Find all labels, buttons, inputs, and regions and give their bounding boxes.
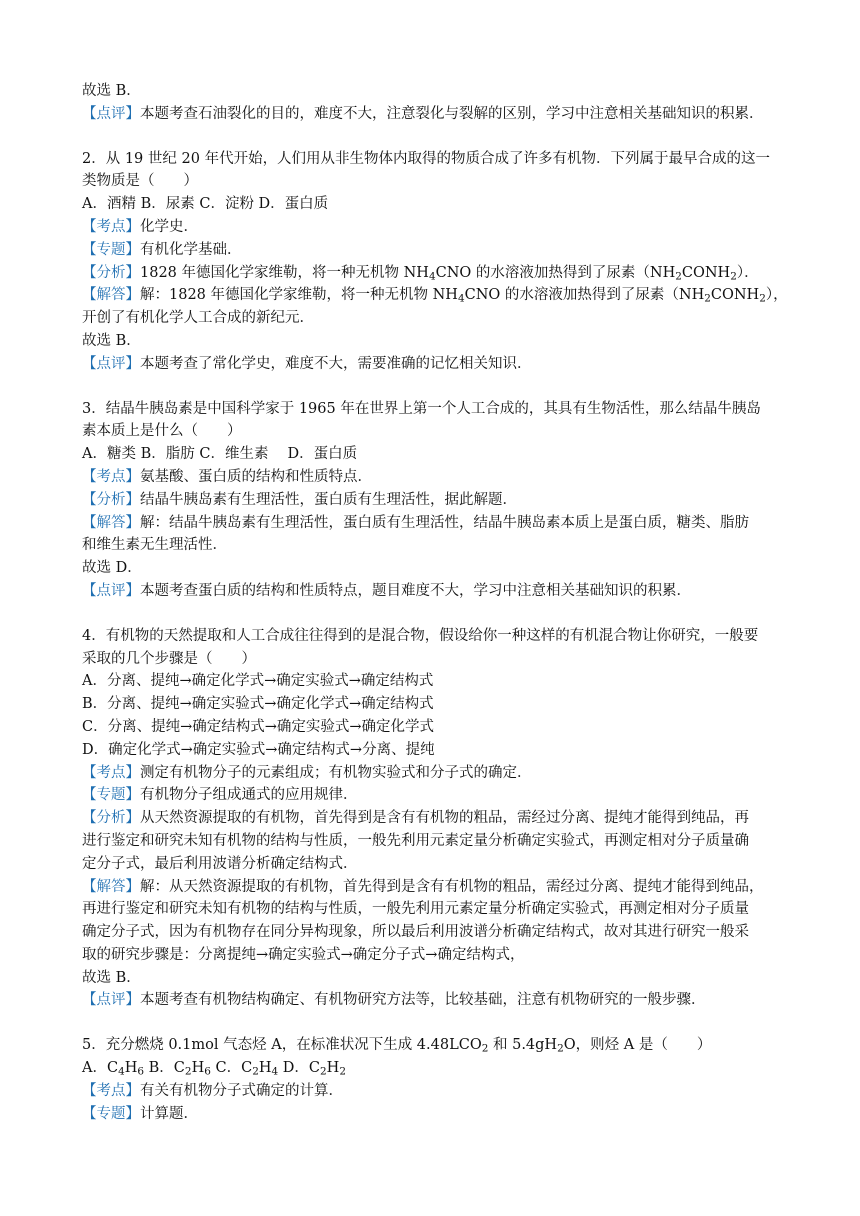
q2-comment: 【点评】本题考查了常化学史，难度不大，需要准确的记忆相关知识． xyxy=(82,355,532,372)
q4-fenxi: 【分析】从天然资源提取的有机物，首先得到是含有有机物的粗品，需经过分离、提纯才能得到纯品，再 xyxy=(82,810,749,827)
kaodian-tag: 【考点】 xyxy=(82,764,140,781)
q2-zhuanti: 【专题】有机化学基础． xyxy=(82,241,242,258)
q4-option-d: D．确定化学式→确定实验式→确定结构式→分离、提纯 xyxy=(82,741,435,758)
q4-jieda-cont3: 取的研究步骤是：分离提纯→确定实验式→确定分子式→确定结构式， xyxy=(82,946,525,963)
q4-stem-cont: 采取的几个步骤是（ ） xyxy=(82,650,256,667)
q2-kaodian: 【考点】化学史． xyxy=(82,218,198,235)
kaodian-tag: 【考点】 xyxy=(82,1082,140,1099)
q4-choice: 故选 B． xyxy=(82,969,141,986)
document-page xyxy=(82,80,788,1125)
q5-options: A．$C_4H_6$ B．$C_2H_6$ C．$C_2H_4$ D．$C_2H_2$ xyxy=(82,1060,346,1078)
q2-jieda: 【解答】解：1828 年德国化学家维勒，将一种无机物 $NH_4CNO$ 的水溶液加热得到了尿素$(NH_2CONH_2)$， xyxy=(82,287,788,305)
q2-stem: 2．从 19 世纪 20 年代开始，人们用从非生物体内取得的物质合成了许多有机物．下列属于最早合成的这一 xyxy=(82,150,771,167)
q4-kaodian: 【考点】测定有机物分子的元素组成；有机物实验式和分子式的确定． xyxy=(82,764,532,781)
q1-comment: 【点评】本题考查石油裂化的目的，难度不大，注意裂化与裂解的区别，学习中注意相关基础知识的积累． xyxy=(82,105,764,122)
zhuanti-tag: 【专题】 xyxy=(82,241,140,258)
q3-kaodian: 【考点】氨基酸、蛋白质的结构和性质特点． xyxy=(82,468,372,485)
q5-kaodian: 【考点】有关有机物分子式确定的计算． xyxy=(82,1082,343,1099)
comment-tag: 【点评】 xyxy=(82,582,140,599)
q2-jieda-cont: 开创了有机化学人工合成的新纪元． xyxy=(82,310,314,327)
q4-option-c: C．分离、提纯→确定结构式→确定实验式→确定化学式 xyxy=(82,718,435,735)
q3-jieda: 【解答】解：结晶牛胰岛素有生理活性，蛋白质有生理活性，结晶牛胰岛素本质上是蛋白质，糖类、脂肪 xyxy=(82,514,749,531)
q4-option-b: B．分离、提纯→确定实验式→确定化学式→确定结构式 xyxy=(82,696,434,713)
q3-comment: 【点评】本题考查蛋白质的结构和性质特点，题目难度不大，学习中注意相关基础知识的积累． xyxy=(82,582,691,599)
jieda-tag: 【解答】 xyxy=(82,514,140,531)
fenxi-tag: 【分析】 xyxy=(82,810,140,827)
q2-options: A．酒精 B．尿素 C．淀粉 D．蛋白质 xyxy=(82,196,329,213)
q5-zhuanti: 【专题】计算题． xyxy=(82,1105,198,1122)
q3-stem: 3．结晶牛胰岛素是中国科学家于 1965 年在世界上第一个人工合成的，其具有生物活性，那么结晶牛胰岛 xyxy=(82,400,761,417)
kaodian-tag: 【考点】 xyxy=(82,468,140,485)
q3-jieda-cont: 和维生素无生理活性． xyxy=(82,537,227,554)
q3-stem-cont: 素本质上是什么（ ） xyxy=(82,423,242,440)
fenxi-tag: 【分析】 xyxy=(82,491,140,508)
q4-fenxi-cont2: 定分子式，最后利用波谱分析确定结构式． xyxy=(82,855,358,872)
q3-fenxi: 【分析】结晶牛胰岛素有生理活性，蛋白质有生理活性，据此解题． xyxy=(82,491,517,508)
kaodian-tag: 【考点】 xyxy=(82,218,140,235)
comment-tag: 【点评】 xyxy=(82,992,140,1009)
q4-stem: 4．有机物的天然提取和人工合成往往得到的是混合物，假设给你一种这样的有机混合物让你研究，一般要 xyxy=(82,627,759,644)
jieda-tag: 【解答】 xyxy=(82,287,140,304)
zhuanti-tag: 【专题】 xyxy=(82,1105,140,1122)
q3-options: A．糖类 B．脂肪 C．维生素 D．蛋白质 xyxy=(82,446,358,463)
q4-comment: 【点评】本题考查有机物结构确定、有机物研究方法等，比较基础，注意有机物研究的一般步骤． xyxy=(82,992,706,1009)
q2-stem-cont: 类物质是（ ） xyxy=(82,173,198,190)
q4-jieda-cont2: 确定分子式，因为有机物存在同分异构现象，所以最后利用波谱分析确定结构式，故对其进行研究一般采 xyxy=(82,924,749,941)
zhuanti-tag: 【专题】 xyxy=(82,787,140,804)
q4-jieda-cont: 再进行鉴定和研究未知有机物的结构与性质，一般先利用元素定量分析确定实验式，再测定相对分子质量 xyxy=(82,901,749,918)
q4-zhuanti: 【专题】有机物分子组成通式的应用规律． xyxy=(82,787,358,804)
q5-stem: 5．充分燃烧 0.1mol 气态烃 A，在标准状况下生成 $4.48LCO_2$ 和 $5.4gH_2O$，则烃 A 是（ ） xyxy=(82,1037,712,1055)
comment-tag: 【点评】 xyxy=(82,355,140,372)
q2-choice: 故选 B． xyxy=(82,332,141,349)
q4-jieda: 【解答】解：从天然资源提取的有机物，首先得到是含有有机物的粗品，需经过分离、提纯才能得到纯品， xyxy=(82,878,764,895)
jieda-tag: 【解答】 xyxy=(82,878,140,895)
fenxi-tag: 【分析】 xyxy=(82,264,140,281)
q1-choice: 故选 B． xyxy=(82,83,141,99)
q3-choice: 故选 D． xyxy=(82,560,142,577)
q2-fenxi: 【分析】1828 年德国化学家维勒，将一种无机物 $NH_4CNO$ 的水溶液加热得到了尿素$(NH_2CONH_2)$． xyxy=(82,264,759,283)
q4-fenxi-cont: 进行鉴定和研究未知有机物的结构与性质，一般先利用元素定量分析确定实验式，再测定相对分子质量确 xyxy=(82,832,749,849)
comment-tag: 【点评】 xyxy=(82,105,140,122)
q4-option-a: A．分离、提纯→确定化学式→确定实验式→确定结构式 xyxy=(82,673,434,690)
